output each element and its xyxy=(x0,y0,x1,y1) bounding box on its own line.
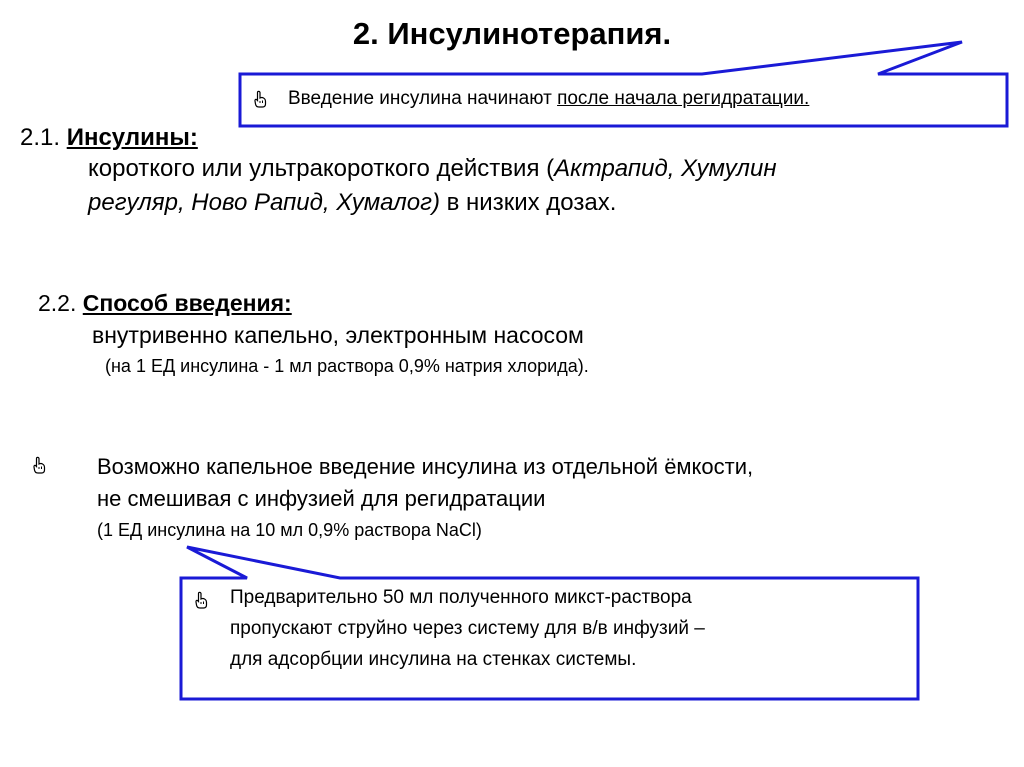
section-2-heading xyxy=(38,287,292,319)
section-2-line-2: (на 1 ЕД инсулина - 1 мл раствора 0,9% натрия хлорида). xyxy=(105,356,589,376)
bullet-main-line-3: (1 ЕД инсулина на 10 мл 0,9% раствора NaCl) xyxy=(97,520,482,540)
section-1-heading xyxy=(20,120,198,155)
pointing-hand-icon xyxy=(253,90,267,108)
bullet-main-line-1: Возможно капельное введение инсулина из отдельной ёмкости, xyxy=(97,454,754,479)
pointing-hand-icon xyxy=(32,456,46,474)
section-1-line-2-italic: регуляр, Ново Рапид, Хумалог) xyxy=(88,189,440,216)
bullet-main-line-2: не смешивая с инфузией для регидратации xyxy=(97,486,546,511)
pointing-hand-icon xyxy=(194,591,208,609)
note-bottom-line-1: Предварительно 50 мл полученного микст-раствора xyxy=(230,587,692,608)
section-2-number: 2.2. xyxy=(38,290,83,316)
section-1-number: 2.1. xyxy=(20,124,67,151)
section-2-heading-text: Способ введения: xyxy=(82,290,292,316)
note-top-prefix: Введение инсулина начинают xyxy=(288,88,558,109)
section-1-heading-text: Инсулины: xyxy=(66,124,198,151)
section-1-line-1 xyxy=(88,151,777,186)
section-1-line-2-plain: в низких дозах. xyxy=(439,189,617,216)
section-1-line-1-plain: короткого или ультракороткого действия ( xyxy=(88,155,555,182)
callout-top-shape xyxy=(240,42,1007,126)
note-bottom-line-2: пропускают струйно через систему для в/в инфузий – xyxy=(230,618,705,639)
slide-title: 2. Инсулинотерапия. xyxy=(352,16,672,51)
section-1-line-2 xyxy=(88,185,616,220)
section-2-line-1: внутривенно капельно, электронным насосом xyxy=(92,322,584,348)
note-top-underlined: после начала регидратации. xyxy=(557,88,810,109)
note-bottom-line-3: для адсорбции инсулина на стенках системы. xyxy=(230,649,637,670)
note-top-text xyxy=(288,87,809,111)
section-1-line-1-italic: Актрапид, Хумулин xyxy=(554,155,777,182)
